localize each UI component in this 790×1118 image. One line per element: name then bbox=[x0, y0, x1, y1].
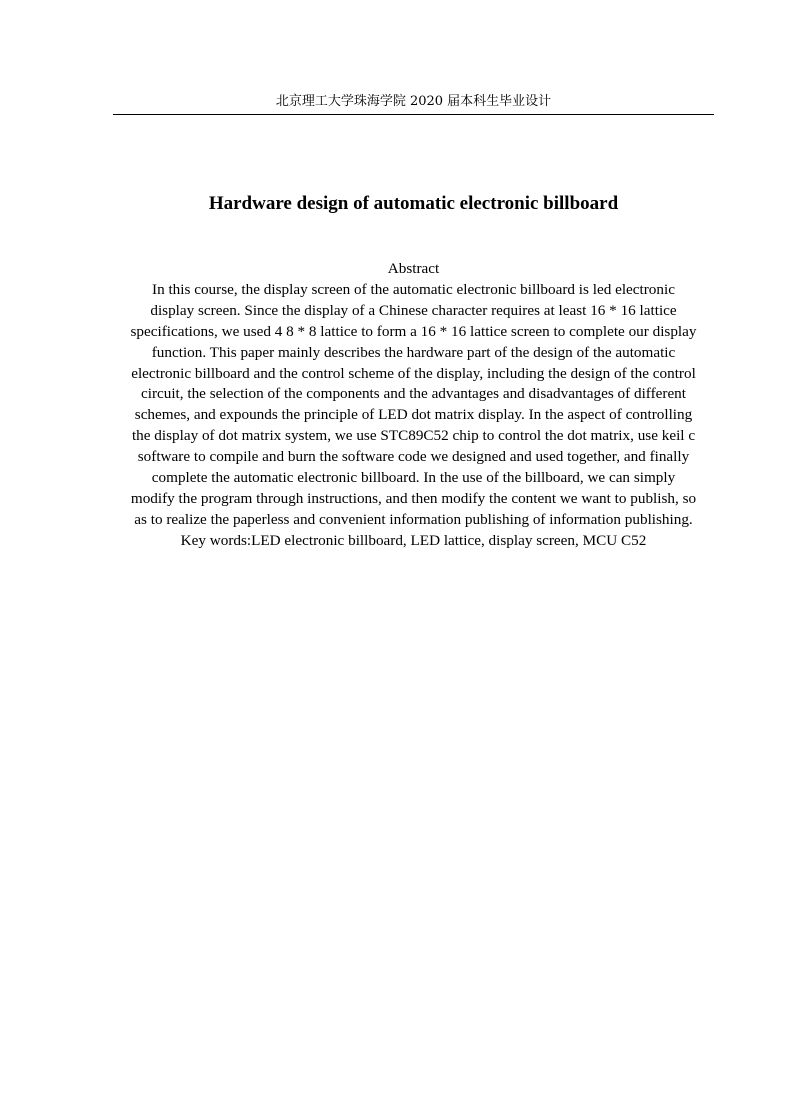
abstract-line: function. This paper mainly describes the hardware part of the design of the automatic bbox=[151, 343, 676, 361]
header-rule bbox=[113, 114, 714, 115]
abstract-line: modify the program through instructions, and then modify the content we want to publish, so bbox=[130, 489, 697, 507]
abstract-heading: Abstract bbox=[387, 260, 440, 277]
abstract-line: In this course, the display screen of the automatic electronic billboard is led electronic bbox=[152, 280, 675, 298]
abstract-line: software to compile and burn the software code we designed and used together, and finally bbox=[137, 448, 690, 466]
abstract-line: circuit, the selection of the components and the advantages and disadvantages of different bbox=[140, 385, 686, 403]
document-title: Hardware design of automatic electronic billboard bbox=[208, 193, 619, 214]
abstract-line: the display of dot matrix system, we use STC89C52 chip to control the dot matrix, use keil c bbox=[131, 427, 696, 445]
abstract-line: schemes, and expounds the principle of LED dot matrix display. In the aspect of controlling bbox=[134, 406, 693, 424]
abstract-line: specifications, we used 4 8 * 8 lattice to form a 16 * 16 lattice screen to complete our display bbox=[130, 322, 697, 340]
keywords-line: Key words:LED electronic billboard, LED lattice, display screen, MCU C52 bbox=[180, 531, 647, 549]
abstract-line: complete the automatic electronic billboard. In the use of the billboard, we can simply bbox=[151, 469, 676, 487]
running-header: 北京理工大学珠海学院 2020 届本科生毕业设计 bbox=[275, 94, 552, 109]
abstract-line: display screen. Since the display of a Chinese character requires at least 16 * 16 lattice bbox=[150, 301, 677, 319]
abstract-line: as to realize the paperless and convenient information publishing of information publishing. bbox=[134, 510, 693, 528]
abstract-line: electronic billboard and the control scheme of the display, including the design of the control bbox=[131, 364, 696, 382]
abstract-section bbox=[113, 259, 714, 552]
